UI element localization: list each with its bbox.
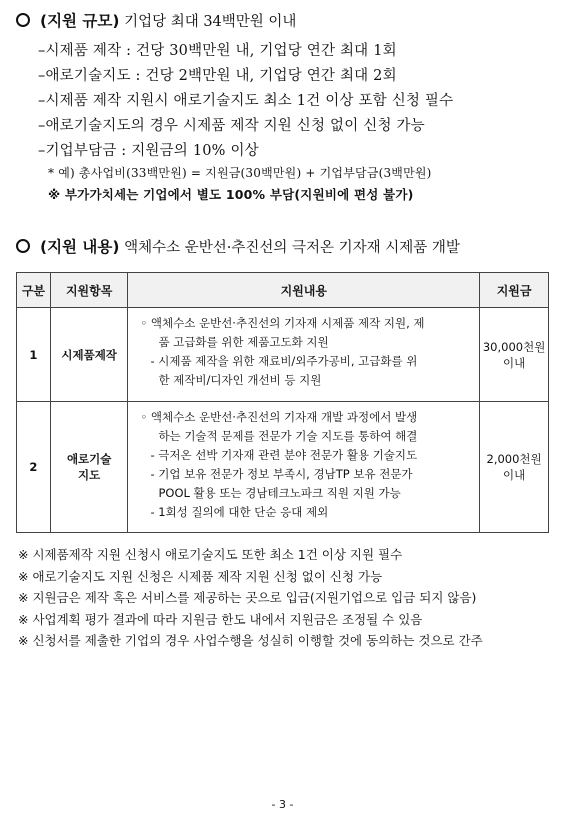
content-line: - 시제품 제작을 위한 재료비/외주가공비, 고급화를 위 <box>150 354 418 368</box>
row-amount <box>480 402 549 533</box>
content-line: - 극저온 선박 기자재 관련 분야 전문가 활용 기술지도 <box>150 448 418 462</box>
scale-line: –애로기술지도 : 건당 2백만원 내, 기업당 연간 최대 2회 <box>38 68 397 84</box>
section-key: (지원 규모) <box>40 12 120 30</box>
header-category: 구분 <box>17 273 51 308</box>
content-line: POOL 활용 또는 경남테크노파크 직원 지원 가능 <box>158 486 401 500</box>
note-item: ※ 신청서를 제출한 기업의 경우 사업수행을 성실히 이행할 것에 동의하는 것으로 간주 <box>18 633 483 648</box>
row-number: 1 <box>17 308 51 402</box>
circle-bullet-icon <box>16 239 30 253</box>
row-item <box>50 402 128 533</box>
table-row <box>17 308 549 402</box>
header-content: 지원내용 <box>128 273 480 308</box>
content-line: 하는 기술적 문제를 전문가 기술 지도를 통하여 해결 <box>158 429 418 443</box>
notes-list <box>18 545 483 653</box>
content-line: - 1회성 질의에 대한 단순 응대 제외 <box>150 505 329 519</box>
example-line: * 예) 총사업비(33백만원) = 지원금(30백만원) + 기업부담금(3백만원) <box>48 166 432 180</box>
table-row <box>17 402 549 533</box>
section-key: (지원 내용) <box>40 238 120 256</box>
content-line: - 기업 보유 전문가 정보 부족시, 경남TP 보유 전문가 <box>150 467 413 481</box>
section-heading-support-scale <box>16 9 296 31</box>
content-line: 한 제작비/디자인 개선비 등 지원 <box>158 373 322 387</box>
item-line: 지도 <box>78 468 101 482</box>
note-item: ※ 시제품제작 지원 신청시 애로기술지도 또한 최소 1건 이상 지원 필수 <box>18 547 403 562</box>
scale-line: –기업부담금 : 지원금의 10% 이상 <box>38 143 259 159</box>
row-content <box>128 402 480 533</box>
header-amount: 지원금 <box>480 273 549 308</box>
content-line: ◦ 액체수소 운반선·추진선의 기자재 개발 과정에서 발생 <box>140 410 418 424</box>
section-text: 액체수소 운반선·추진선의 극저온 기자재 시제품 개발 <box>119 240 460 256</box>
content-line: ◦ 액체수소 운반선·추진선의 기자재 시제품 제작 지원, 제 <box>140 316 425 330</box>
item-line: 애로기술 <box>66 452 112 466</box>
row-item: 시제품제작 <box>50 308 128 402</box>
amount-value: 30,000천원 <box>482 339 546 354</box>
amount-suffix: 이내 <box>502 468 526 482</box>
row-amount <box>480 308 549 402</box>
scale-line: –시제품 제작 : 건당 30백만원 내, 기업당 연간 최대 1회 <box>38 43 397 59</box>
content-line: 품 고급화를 위한 제품고도화 지원 <box>158 335 329 349</box>
section-text: 기업당 최대 34백만원 이내 <box>119 14 297 30</box>
page-number: - 3 - <box>271 798 294 811</box>
table-header-row <box>17 273 549 308</box>
circle-bullet-icon <box>16 13 30 27</box>
row-content <box>128 308 480 402</box>
section-heading-support-content <box>16 235 460 257</box>
vat-note: ※ 부가가치세는 기업에서 별도 100% 부담(지원비에 편성 불가) <box>48 187 414 202</box>
header-item: 지원항목 <box>50 273 128 308</box>
scale-line: –시제품 제작 지원시 애로기술지도 최소 1건 이상 포함 신청 필수 <box>38 93 454 109</box>
amount-suffix: 이내 <box>502 355 526 370</box>
support-table <box>16 272 549 533</box>
row-number: 2 <box>17 402 51 533</box>
note-item: ※ 애로기술지도 지원 신청은 시제품 제작 지원 신청 없이 신청 가능 <box>18 568 383 584</box>
amount-value: 2,000천원 <box>486 452 542 466</box>
scale-line: –애로기술지도의 경우 시제품 제작 지원 신청 없이 신청 가능 <box>38 118 425 134</box>
note-item: ※ 지원금은 제작 혹은 서비스를 제공하는 곳으로 입금(지원기업으로 입금 되지 않음) <box>18 590 477 605</box>
note-item: ※ 사업계획 평가 결과에 따라 지원금 한도 내에서 지원금은 조정될 수 있음 <box>18 611 423 627</box>
